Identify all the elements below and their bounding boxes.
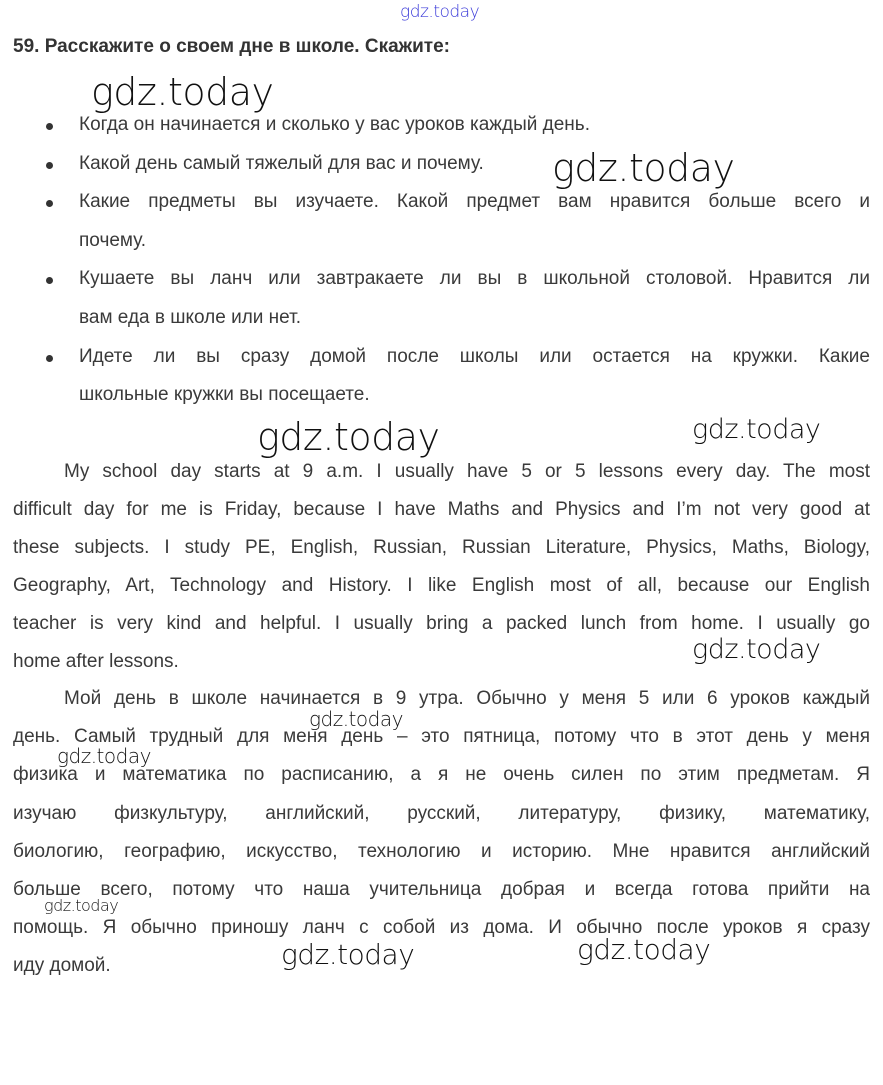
bullet-icon [46,277,53,284]
text-line: teacher is very kind and helpful. I usually bring a packed lunch from home. I usually go [13,613,870,634]
watermark: gdz.today [44,896,119,915]
bullet-icon [46,123,53,130]
watermark: gdz.today [257,415,440,459]
watermark: gdz.today [577,933,711,966]
text-line: почему. [79,229,147,251]
watermark: gdz.today [309,707,403,731]
text-line: Кушаете вы ланч или завтракаете ли вы в школьной столовой. Нравится ли [79,268,870,290]
exercise-title: 59. Расскажите о своем дне в школе. Скажите: [13,36,450,57]
watermark: gdz.today [281,938,415,971]
text-line: home after lessons. [13,651,179,672]
text-line: Мой день в школе начинается в 9 утра. Обычно у меня 5 или 6 уроков каждый [64,688,870,709]
text-line: физика и математика по расписанию, а я не очень силен по этим предметам. Я [13,764,870,786]
text-line: помощь. Я обычно приношу ланч с собой из дома. И обычно после уроков я сразу [13,917,870,939]
text-line: Идете ли вы сразу домой после школы или остается на кружки. Какие [79,345,870,367]
text-line: Какой день самый тяжелый для вас и почему. [79,152,484,174]
watermark: gdz.today [91,70,274,114]
text-line: My school day starts at 9 a.m. I usually have 5 or 5 lessons every day. The most [64,461,870,482]
text-line: школьные кружки вы посещаете. [79,384,370,406]
text-line: изучаю физкультуру, английский, русский, литературу, физику, математику, [13,802,870,824]
text-line: биологию, географию, искусство, технологию и историю. Мне нравится английский [13,840,870,862]
bullet-icon [46,162,53,169]
bullet-icon [46,355,53,362]
bullet-icon [46,200,53,207]
text-line: день. Самый трудный для меня день – это пятница, потому что в этот день у меня [13,726,870,748]
watermark: gdz.today [57,744,151,768]
text-line: difficult day for me is Friday, because I have Maths and Physics and I’m not very good at [13,499,870,520]
text-line: Какие предметы вы изучаете. Какой предмет вам нравится больше всего и [79,191,870,213]
watermark: gdz.today [552,146,735,190]
text-line: больше всего, потому что наша учительница добрая и всегда готова прийти на [13,879,870,900]
header-watermark: gdz.today [400,2,480,22]
watermark: gdz.today [692,634,821,665]
text-line: вам еда в школе или нет. [79,307,301,328]
text-line: these subjects. I study PE, English, Russian, Russian Literature, Physics, Maths, Biology, [13,537,870,558]
text-line: Geography, Art, Technology and History. I like English most of all, because our English [13,575,870,596]
watermark: gdz.today [692,414,821,445]
text-line: иду домой. [13,955,111,977]
text-line: Когда он начинается и сколько у вас уроков каждый день. [79,114,590,135]
